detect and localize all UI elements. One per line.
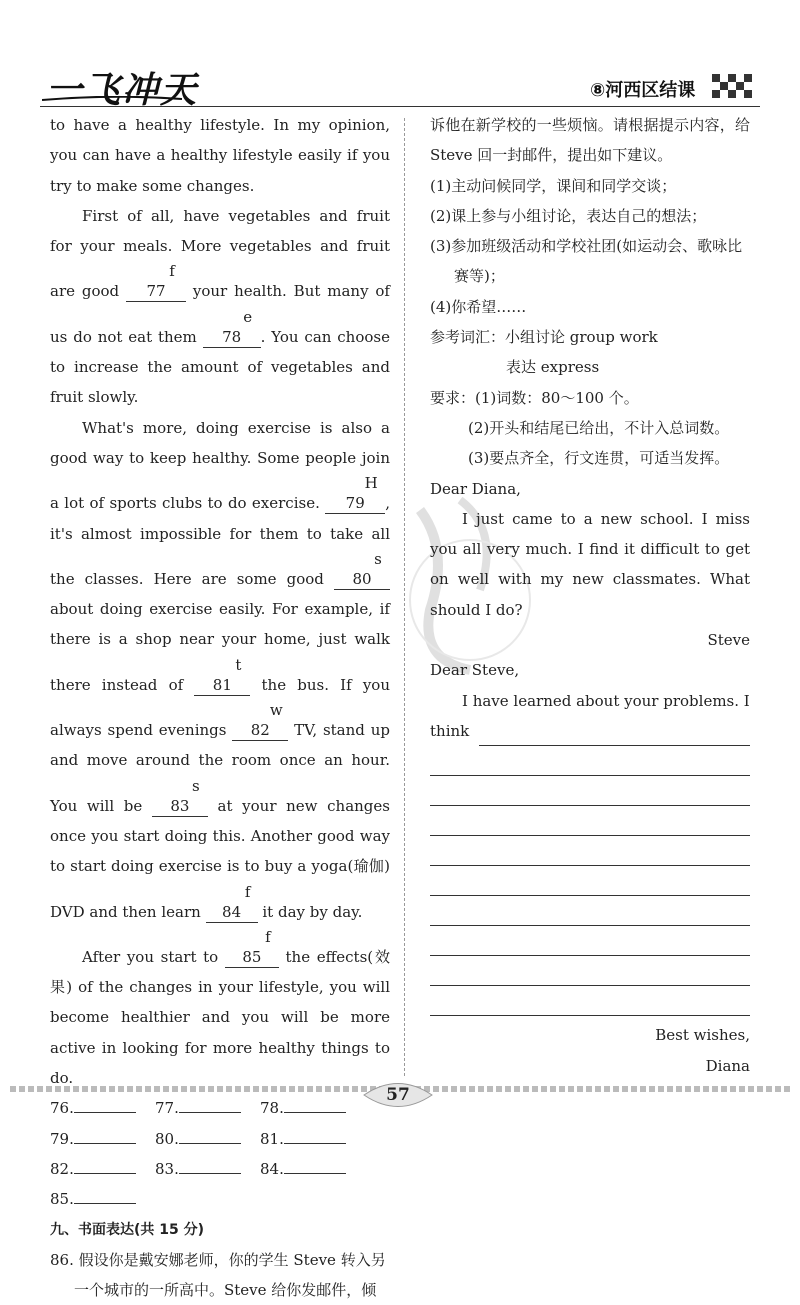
reply-opening: I have learned about your problems. I [462,691,750,710]
answer-line[interactable] [284,1159,346,1174]
answer-label: 80. [155,1129,179,1148]
task-point-4: (4)你希望…… [430,297,527,316]
question-86: 86. 假设你是戴安娜老师，你的学生 Steve 转入另一个城市的一所高中。Steve 给你发邮件，倾 [50,1250,386,1300]
text-run: . You can choose to increase the amount of vegetables and fruit slowly. [50,327,390,407]
blank-79[interactable]: H 79 [325,473,385,514]
answer-line[interactable] [179,1098,241,1113]
answer-78 [260,1093,365,1123]
page-number: 57 [386,1085,410,1105]
text-run: the bus. If you always spend evenings [50,675,390,740]
blank-77[interactable]: f 77 [126,261,186,302]
answer-line[interactable] [74,1189,136,1204]
answer-row [50,1093,390,1123]
answer-line[interactable] [74,1129,136,1144]
text-run: about doing exercise easily. For example, if there is a shop near your home, just walk there instead of [50,600,390,694]
text-run: What's more, doing exercise is also a good way to keep healthy. Some people join a lot of sports clubs to do exercise. [50,418,390,513]
letter-body: I just came to a new school. I miss you all very much. I find it difficult to get on well with my new classmates. What should I do? [430,509,750,619]
vocab-line-1: 参考词汇：小组讨论 group work [430,328,658,347]
reply-signature: Diana [705,1056,750,1075]
right-column [430,110,750,1081]
brand-swoosh-icon [42,96,182,102]
letter-greeting: Dear Diana, [430,479,521,498]
writing-line[interactable] [430,746,750,776]
task-point-1: (1)主动问候同学，课间和同学交谈； [430,176,677,195]
header-rule [40,106,760,107]
blank-81[interactable]: t 81 [194,655,250,696]
page-header [0,0,800,112]
text-run: , it's almost impossible for them to take all the classes. Here are some good [50,494,390,588]
answer-label: 81. [260,1129,284,1148]
answer-line[interactable] [74,1098,136,1113]
series-title: ⑧河西区结课 [590,80,696,101]
answer-row [50,1154,390,1184]
passage-paragraph-3 [50,413,390,927]
reply-first-line [430,716,750,746]
writing-line[interactable] [430,836,750,866]
requirement-3: (3)要点齐全，行文连贯，可适当发挥。 [468,449,730,468]
answer-85 [50,1184,155,1214]
answer-label: 83. [155,1159,179,1178]
answer-84 [260,1154,365,1184]
answer-row [50,1124,390,1154]
answer-77 [155,1093,260,1123]
answer-line[interactable] [284,1129,346,1144]
requirement-2: (2)开头和结尾已给出，不计入总词数。 [468,418,730,437]
text-run: First of all, have vegetables and fruit for your meals. More vegetables and fruit are good [50,206,390,301]
reply-closing: Best wishes, [655,1026,750,1045]
blank-80[interactable]: s 80 [334,549,390,590]
blank-84[interactable]: f 84 [206,882,258,923]
answer-82 [50,1154,155,1184]
letter-signature: Steve [707,631,750,650]
answer-line[interactable] [179,1129,241,1144]
text-run: it day by day. [262,902,363,921]
task-point-2: (2)课上参与小组讨论，表达自己的想法； [430,206,707,225]
answer-76 [50,1093,155,1123]
answer-81 [260,1124,365,1154]
answer-label: 77. [155,1099,179,1118]
blank-85[interactable]: f 85 [225,927,279,968]
blank-82[interactable]: w 82 [232,700,288,741]
writing-line[interactable] [430,806,750,836]
blank-78[interactable]: e 78 [203,307,261,348]
text-run: After you start to [82,947,219,966]
answer-line[interactable] [74,1159,136,1174]
answer-label: 76. [50,1099,74,1118]
writing-line[interactable] [430,956,750,986]
writing-line[interactable] [430,986,750,1016]
reply-greeting: Dear Steve, [430,661,520,680]
answer-line[interactable] [179,1159,241,1174]
section-heading: 九、书面表达(共 15 分) [50,1221,205,1238]
reply-think: think [430,721,470,740]
writing-line[interactable] [430,896,750,926]
text-run: the effects(效果) of the changes in your lifestyle, you will become healthier and you will be more active in looking for more healthy things to do. [50,947,390,1088]
task-point-3: (3)参加班级活动和学校社团(如运动会、歌咏比赛等)； [430,237,743,286]
writing-line[interactable] [430,926,750,956]
brand-logo: 一飞冲天 [46,70,199,111]
left-column [50,110,390,1305]
answer-80 [155,1124,260,1154]
passage-paragraph-2 [50,201,390,413]
text-run: TV, stand up and move around the room once an hour. You will be [50,721,390,815]
passage-paragraph-4 [50,927,390,1093]
writing-line[interactable] [430,866,750,896]
answer-line[interactable] [284,1098,346,1113]
answer-label: 79. [50,1129,74,1148]
answer-row [50,1184,390,1214]
requirement-1: 要求：(1)词数：80～100 个。 [430,388,639,407]
answer-83 [155,1154,260,1184]
answer-79 [50,1124,155,1154]
text-run: your health. But many of us do not eat them [50,282,390,346]
writing-line[interactable] [479,725,750,746]
answer-label: 85. [50,1190,74,1209]
writing-line[interactable] [430,776,750,806]
text-run: at your new changes once you start doing this. Another good way to start doing exercise is to buy a yoga(瑜伽) DVD and then learn [50,796,390,921]
passage-paragraph-1: to have a healthy lifestyle. In my opinion, you can have a healthy lifestyle easily if you try to make some changes. [50,116,390,195]
answer-label: 82. [50,1159,74,1178]
checker-pattern-icon [712,74,752,104]
answer-label: 84. [260,1159,284,1178]
blank-83[interactable]: s 83 [152,776,208,817]
answer-label: 78. [260,1099,284,1118]
task-intro: 诉他在新学校的一些烦恼。请根据提示内容，给 Steve 回一封邮件，提出如下建议。 [430,116,750,165]
vocab-line-2: 表达 express [506,358,600,377]
